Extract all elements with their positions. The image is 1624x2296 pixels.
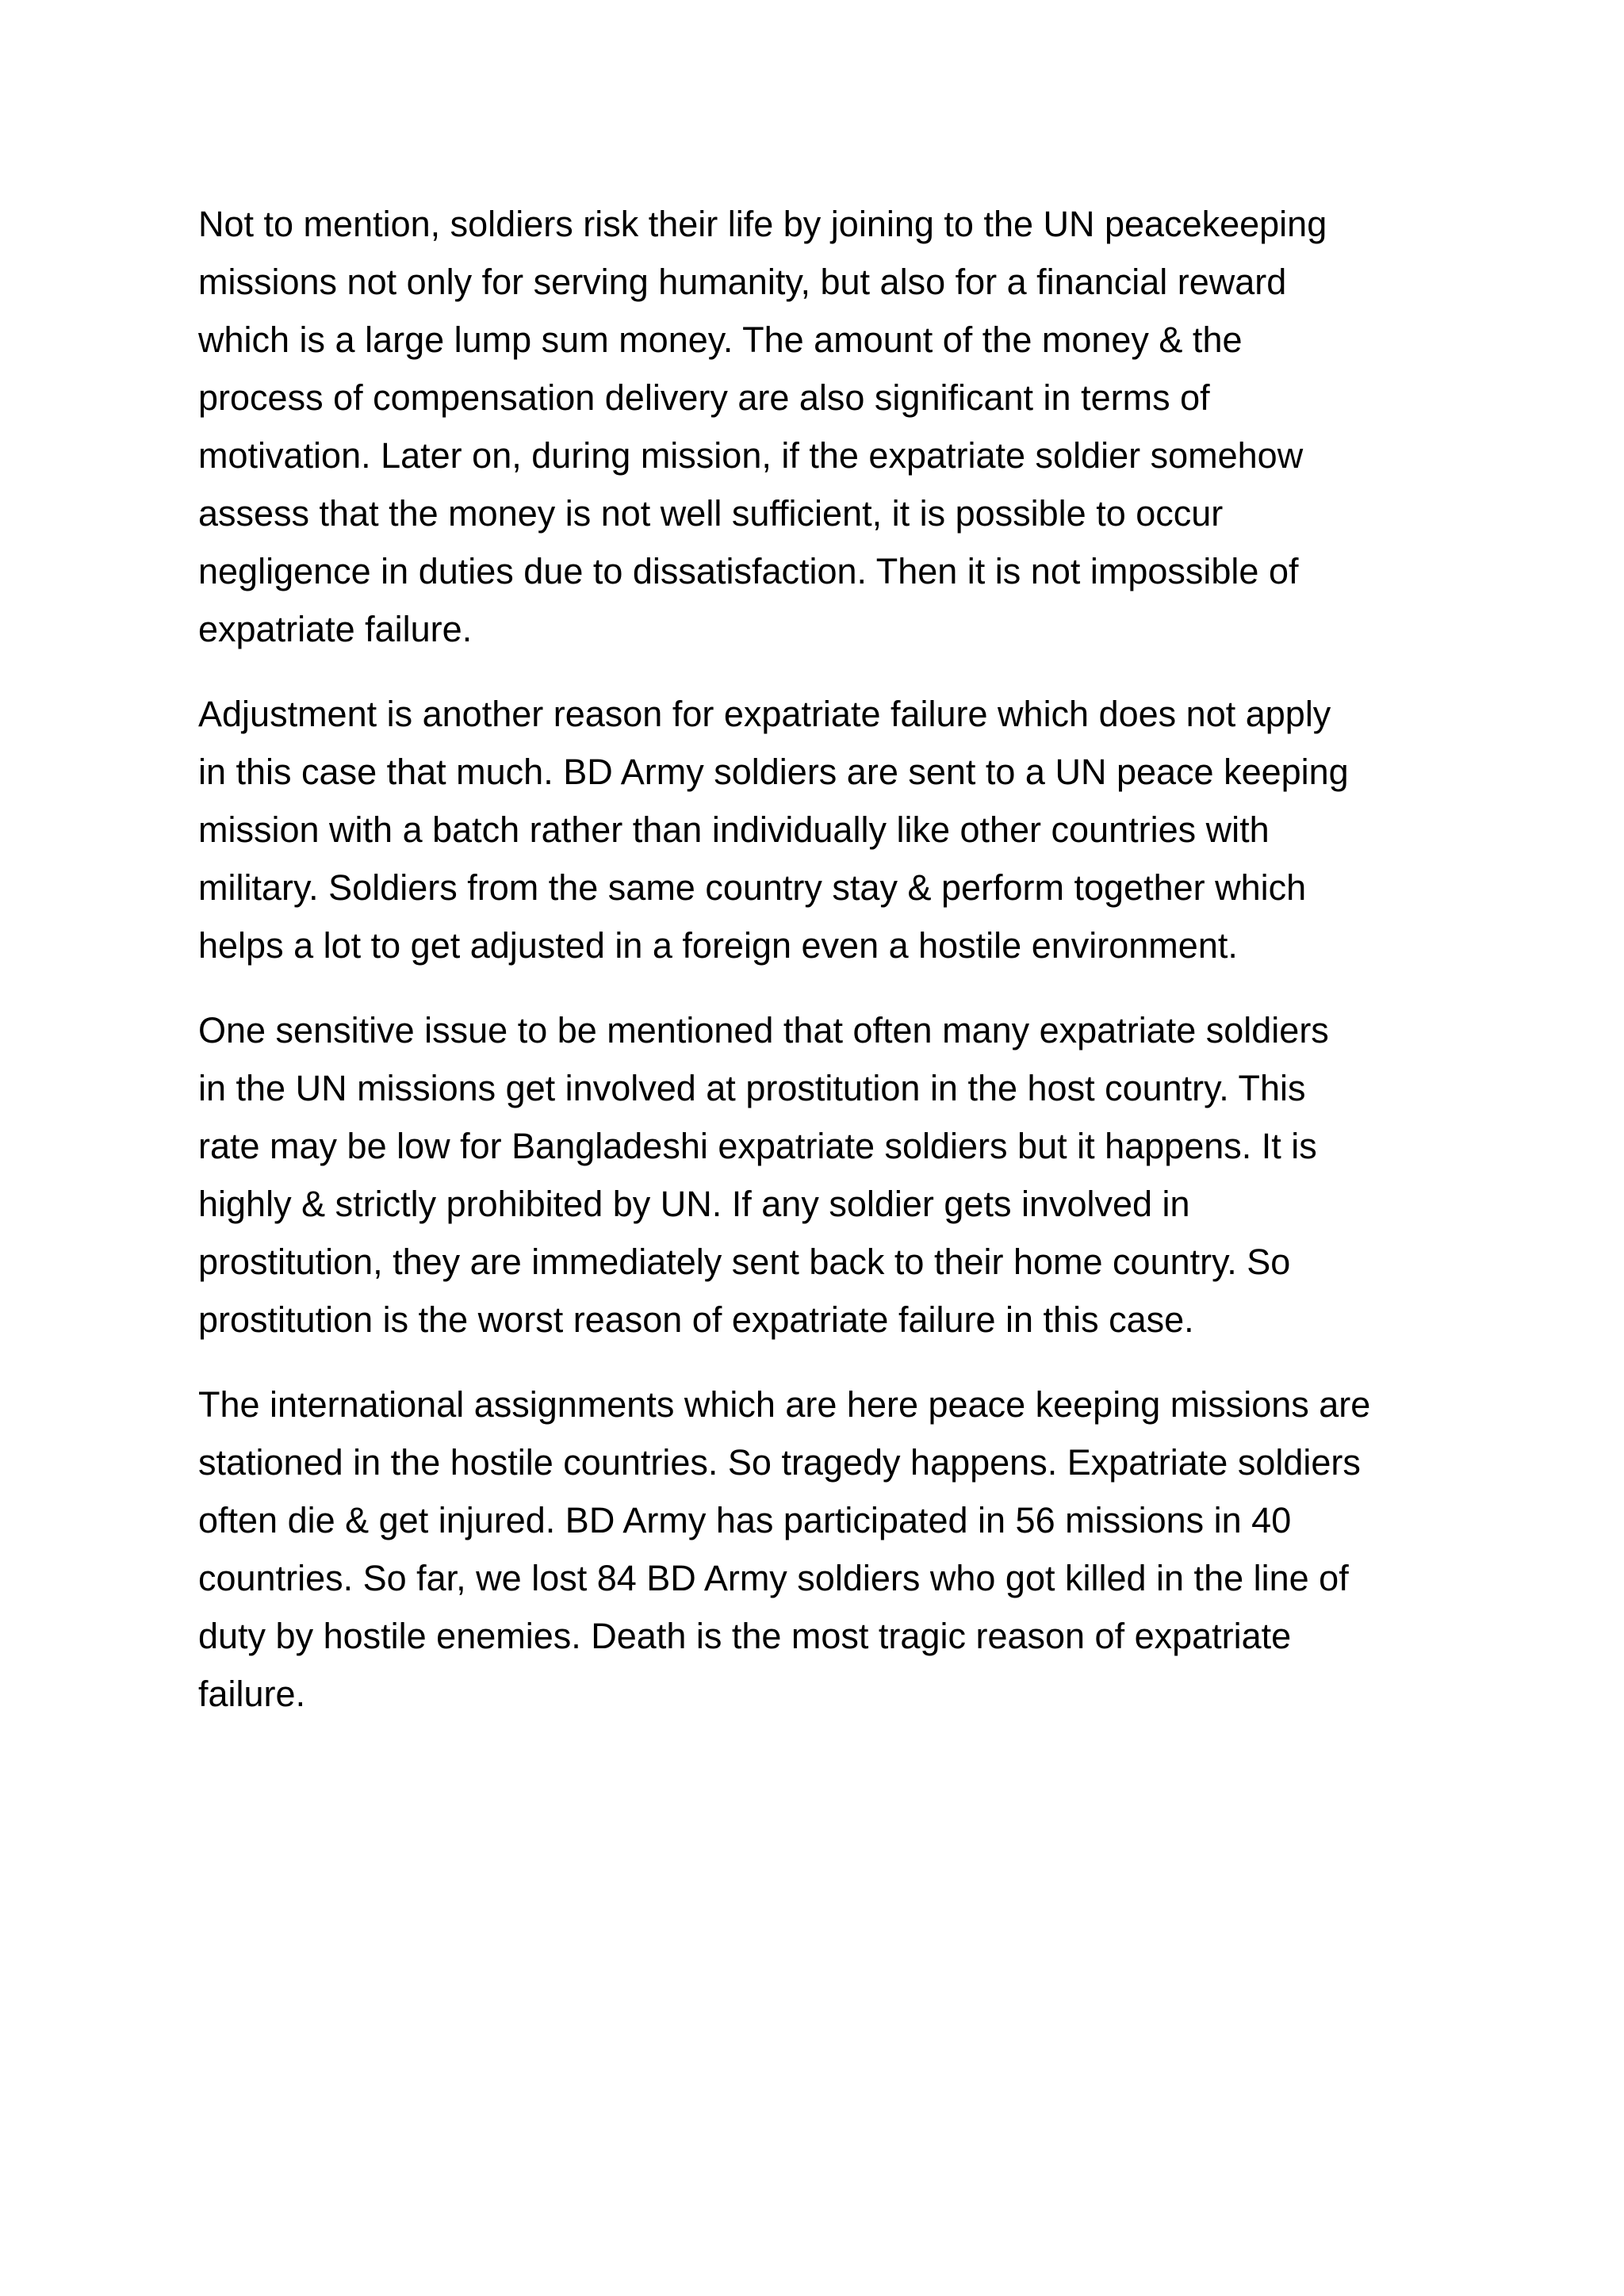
text-line: process of compensation delivery are also significant in terms of: [198, 377, 1210, 418]
text-line: The international assignments which are here peace keeping missions are: [198, 1384, 1371, 1425]
text-line: Adjustment is another reason for expatriate failure which does not apply: [198, 694, 1331, 734]
text-line: rate may be low for Bangladeshi expatriate soldiers but it happens. It is: [198, 1126, 1317, 1166]
text-line: which is a large lump sum money. The amount of the money & the: [198, 320, 1243, 360]
text-line: negligence in duties due to dissatisfaction. Then it is not impossible of: [198, 551, 1299, 591]
text-line: in this case that much. BD Army soldiers are sent to a UN peace keeping: [198, 752, 1349, 792]
text-line: mission with a batch rather than individually like other countries with: [198, 809, 1270, 850]
paragraph-financial-reward: [198, 195, 1451, 658]
text-line: motivation. Later on, during mission, if the expatriate soldier somehow: [198, 435, 1304, 476]
text-line: countries. So far, we lost 84 BD Army soldiers who got killed in the line of: [198, 1558, 1349, 1598]
paragraph-tragedy: [198, 1376, 1451, 1723]
text-line: often die & get injured. BD Army has participated in 56 missions in 40: [198, 1500, 1292, 1540]
paragraph-prostitution: [198, 1001, 1451, 1349]
text-line: assess that the money is not well sufficient, it is possible to occur: [198, 493, 1224, 534]
text-line: missions not only for serving humanity, but also for a financial reward: [198, 262, 1287, 302]
text-line: prostitution is the worst reason of expatriate failure in this case.: [198, 1299, 1194, 1340]
text-line: failure.: [198, 1674, 306, 1714]
text-line: highly & strictly prohibited by UN. If any soldier gets involved in: [198, 1184, 1190, 1224]
text-line: prostitution, they are immediately sent back to their home country. So: [198, 1242, 1291, 1282]
text-line: expatriate failure.: [198, 609, 473, 649]
text-line: military. Soldiers from the same country stay & perform together which: [198, 867, 1307, 908]
paragraph-adjustment: [198, 685, 1451, 974]
text-line: helps a lot to get adjusted in a foreign even a hostile environment.: [198, 925, 1238, 966]
text-line: in the UN missions get involved at prostitution in the host country. This: [198, 1068, 1306, 1108]
text-line: One sensitive issue to be mentioned that often many expatriate soldiers: [198, 1010, 1329, 1050]
text-line: stationed in the hostile countries. So tragedy happens. Expatriate soldiers: [198, 1442, 1361, 1483]
text-line: Not to mention, soldiers risk their life by joining to the UN peacekeeping: [198, 204, 1327, 244]
text-line: duty by hostile enemies. Death is the most tragic reason of expatriate: [198, 1616, 1292, 1656]
document-body: [198, 195, 1451, 1750]
